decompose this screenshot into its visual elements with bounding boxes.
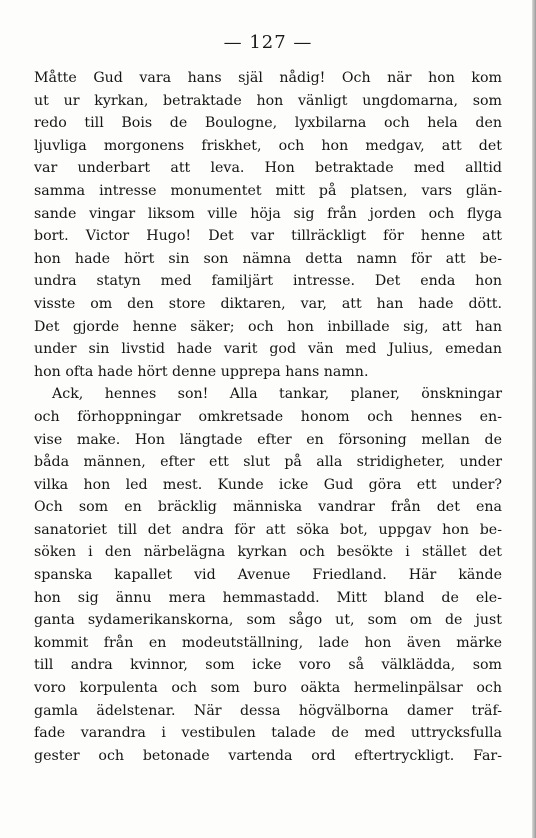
page-edge-shadow: [532, 0, 536, 838]
text-line: hon hade hört sin son nämna detta namn för att be-: [34, 250, 502, 267]
text-line: ut ur kyrkan, betraktade hon vänligt ungdomarna, som: [34, 92, 502, 109]
text-line: bort. Victor Hugo! Det var tillräckligt för henne att: [34, 228, 502, 245]
text-line: Det gjorde henne säker; och hon inbillade sig, att han: [34, 318, 502, 335]
text-line: redo till Bois de Boulogne, lyxbilarna och hela den: [34, 115, 502, 132]
text-line: Ack, hennes son! Alla tankar, planer, önskningar: [52, 386, 502, 403]
text-line: var underbart att leva. Hon betraktade med alltid: [34, 160, 502, 177]
text-line: sande vingar liksom ville höja sig från jorden och flyga: [34, 205, 502, 222]
text-line: gester och betonade vartenda ord eftertryckligt. Far-: [34, 747, 502, 764]
text-line: hon ofta hade hört denne upprepa hans namn.: [34, 363, 369, 380]
text-line: spanska kapallet vid Avenue Friedland. Här kände: [34, 567, 502, 584]
text-line: Måtte Gud vara hans själ nådig! Och när hon kom: [34, 70, 502, 86]
text-line: till andra kvinnor, som icke voro så välklädda, som: [34, 657, 502, 674]
text-line: sanatoriet till det andra för att söka bot, uppgav hon be-: [34, 521, 502, 538]
text-line: hon sig ännu mera hemmastadd. Mitt bland de ele-: [34, 589, 502, 606]
body-text: [34, 67, 502, 767]
text-line: ganta sydamerikanskorna, som sågo ut, som om de just: [34, 612, 502, 629]
text-line: fade varandra i vestibulen talade de med uttrycksfulla: [34, 725, 502, 742]
text-line: och förhoppningar omkretsade honom och hennes en-: [34, 408, 502, 425]
text-line: under sin livstid hade varit god vän med Julius, emedan: [34, 341, 502, 358]
page-number: — 127 —: [223, 32, 313, 53]
text-line: vilka hon led mest. Kunde icke Gud göra ett under?: [34, 476, 502, 493]
text-line: voro korpulenta och som buro oäkta hermelinpälsar och: [34, 680, 502, 697]
text-line: Och som en bräcklig människa vandrar från det ena: [34, 499, 502, 516]
text-line: söken i den närbelägna kyrkan och besökte i stället det: [34, 544, 502, 561]
text-line: vise make. Hon längtade efter en försoning mellan de: [34, 431, 502, 448]
text-line: undra statyn med familjärt intresse. Det enda hon: [34, 273, 502, 290]
text-line: gamla ädelstenar. När dessa högvälborna damer träf-: [34, 702, 502, 719]
text-line: samma intresse monumentet mitt på platsen, vars glän-: [34, 182, 502, 199]
text-line: båda männen, efter ett slut på alla stridigheter, under: [34, 454, 502, 471]
text-line: ljuvliga morgonens friskhet, och hon medgav, att det: [34, 137, 502, 154]
text-line: visste om den store diktaren, var, att han hade dött.: [34, 295, 502, 312]
text-line: kommit från en modeutställning, lade hon även märke: [34, 634, 502, 651]
